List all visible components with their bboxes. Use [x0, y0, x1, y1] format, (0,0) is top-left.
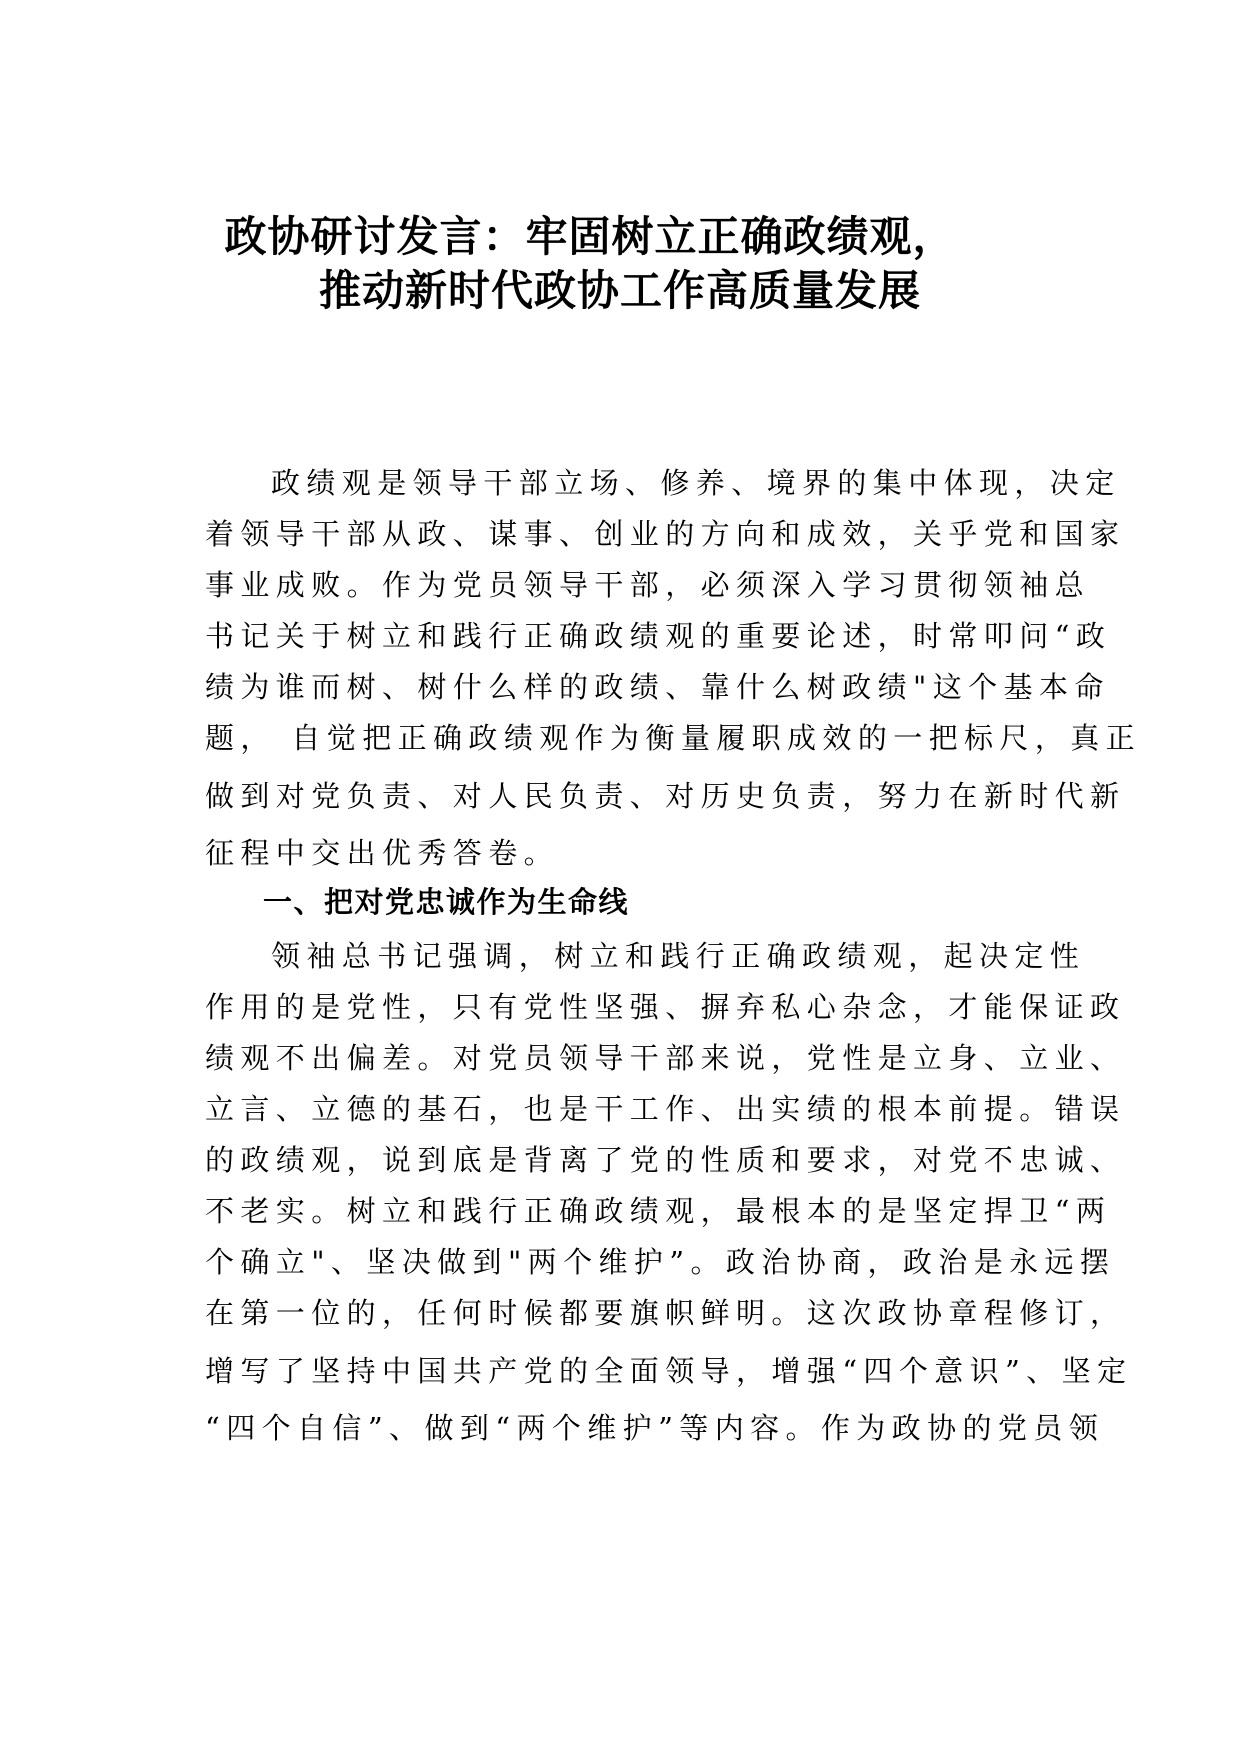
paragraph-line: 领袖总书记强调，树立和践行正确政绩观，起决定性 — [271, 939, 1086, 973]
paragraph-line: 征程中交出优秀答卷。 — [205, 836, 560, 870]
paragraph-line: “四个自信”、做到“两个维护”等内容。作为政协的党员领 — [205, 1411, 1105, 1445]
paragraph-line: 着领导干部从政、谋事、创业的方向和成效，关乎党和国家 — [205, 517, 1126, 551]
paragraph-line: 绩观不出偏差。对党员领导干部来说，党性是立身、立业、 — [205, 1041, 1126, 1075]
paragraph-line: 不老实。树立和践行正确政绩观，最根本的是坚定捍卫“两 — [205, 1194, 1112, 1228]
paragraph-line: 事业成败。作为党员领导干部，必须深入学习贯彻领袖总 — [205, 568, 1091, 602]
paragraph-line: 作用的是党性，只有党性坚强、摒弃私心杂念，才能保证政 — [205, 990, 1126, 1024]
paragraph-2 — [205, 931, 1133, 1454]
paragraph-line: 个确立"、坚决做到"两个维护”。政治协商，政治是永远摆 — [205, 1245, 1116, 1279]
paragraph-line: 在第一位的，任何时候都要旗帜鲜明。这次政协章程修订， — [205, 1296, 1126, 1330]
paragraph-line: 增写了坚持中国共产党的全面领导，增强“四个意识”、坚定 — [205, 1354, 1133, 1388]
paragraph-line: 题， 自觉把正确政绩观作为衡量履职成效的一把标尺，真正 — [205, 721, 1142, 755]
title-line-1: 政协研讨发言：牢固树立正确政绩观， — [224, 212, 956, 261]
section-heading: 一、把对党忠诚作为生命线 — [263, 885, 630, 919]
paragraph-line: 书记关于树立和践行正确政绩观的重要论述，时常叩问“政 — [205, 619, 1112, 653]
title-line-2: 推动新时代政协工作高质量发展 — [318, 266, 921, 315]
document-title — [0, 210, 1240, 318]
paragraph-line: 绩为谁而树、树什么样的政绩、靠什么树政绩"这个基本命 — [205, 670, 1110, 704]
paragraph-line: 做到对党负责、对人民负责、对历史负责，努力在新时代新 — [205, 779, 1126, 813]
paragraph-line: 的政绩观，说到底是背离了党的性质和要求，对党不忠诚、 — [205, 1143, 1126, 1177]
paragraph-1 — [205, 458, 1142, 879]
paragraph-line: 政绩观是领导干部立场、修养、境界的集中体现，决定 — [271, 466, 1121, 500]
paragraph-line: 立言、立德的基石，也是干工作、出实绩的根本前提。错误 — [205, 1092, 1126, 1126]
document-body — [205, 458, 1142, 1454]
